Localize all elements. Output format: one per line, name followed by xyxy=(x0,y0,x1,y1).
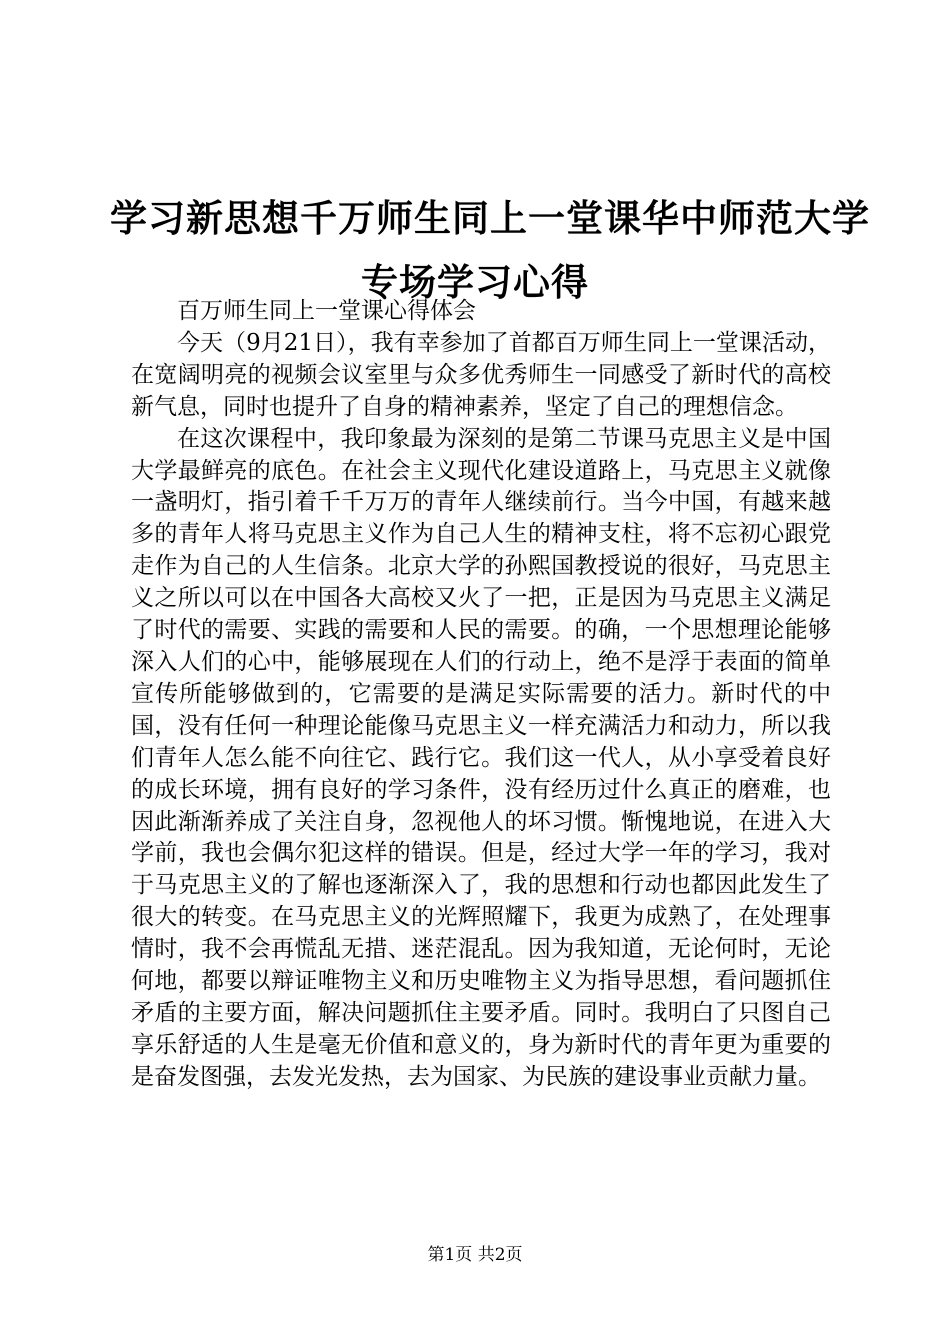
paragraph: 在这次课程中，我印象最为深刻的是第二节课马克思主义是中国大学最鲜亮的底色。在社会主义现代化建设道路上，马克思主义就像一盏明灯，指引着千千万万的青年人继续前行。当今中国，有越来越多的青年人将马克思主义作为自己人生的精神支柱，将不忘初心跟党走作为自己的人生信条。北京大学的孙熙国教授说的很好，马克思主义之所以可以在中国各大高校又火了一把，正是因为马克思主义满足了时代的需要、实践的需要和人民的需要。的确，一个思想理论能够深入人们的心中，能够展现在人们的行动上，绝不是浮于表面的简单宣传所能够做到的，它需要的是满足实际需要的活力。新时代的中国，没有任何一种理论能像马克思主义一样充满活力和动力，所以我们青年人怎么能不向往它、践行它。我们这一代人，从小享受着良好的成长环境，拥有良好的学习条件，没有经历过什么真正的磨难，也因此渐渐养成了关注自身，忽视他人的坏习惯。惭愧地说，在进入大学前，我也会偶尔犯这样的错误。但是，经过大学一年的学习，我对于马克思主义的了解也逐渐深入了，我的思想和行动也都因此发生了很大的转变。在马克思主义的光辉照耀下，我更为成熟了，在处理事情时，我不会再慌乱无措、迷茫混乱。因为我知道，无论何时，无论何地，都要以辩证唯物主义和历史唯物主义为指导思想，看问题抓住矛盾的主要方面，解决问题抓住主要矛盾。同时。我明白了只图自己享乐舒适的人生是毫无价值和意义的，身为新时代的青年更为重要的是奋发图强，去发光发热，去为国家、为民族的建设事业贡献力量。 xyxy=(131,425,831,1090)
page-footer: 第1页 共2页 xyxy=(427,1245,523,1265)
title-line-1: 学习新思想千万师生同上一堂课华中师范大学 xyxy=(110,196,870,240)
document-body xyxy=(131,296,831,1094)
paragraph: 今天（9月21日），我有幸参加了首都百万师生同上一堂课活动，在宽阔明亮的视频会议室里与众多优秀师生一同感受了新时代的高校新气息，同时也提升了自身的精神素养，坚定了自己的理想信念。 xyxy=(131,329,831,420)
title-line-2: 专场学习心得 xyxy=(361,260,589,304)
document-title xyxy=(110,186,870,314)
paragraph-subtitle: 百万师生同上一堂课心得体会 xyxy=(177,298,476,324)
